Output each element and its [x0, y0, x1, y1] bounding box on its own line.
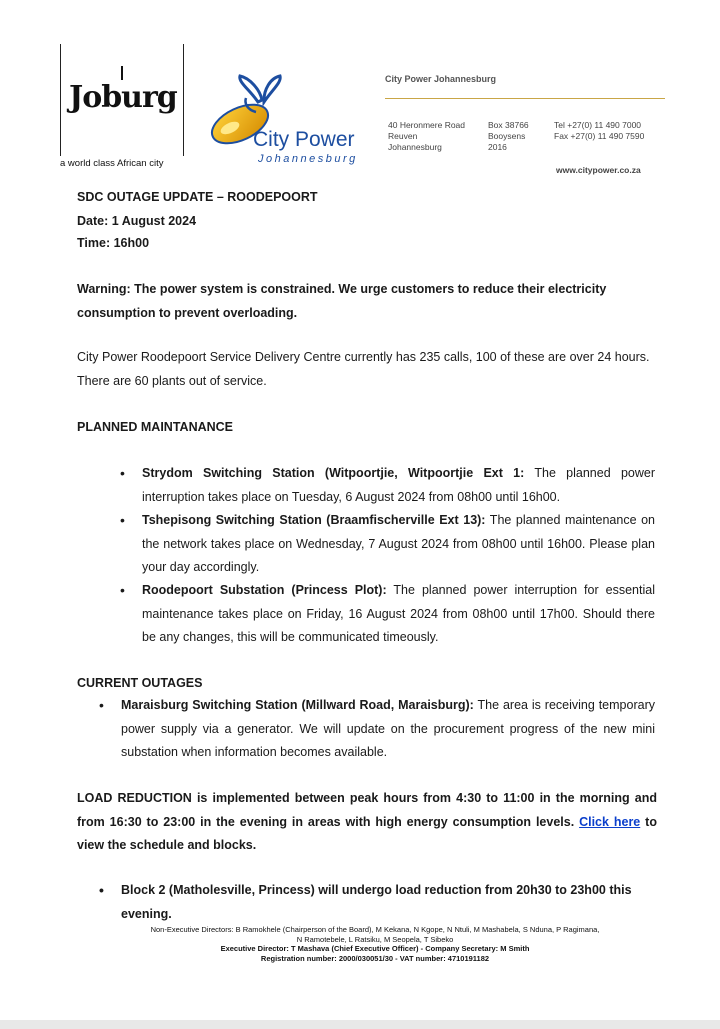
planned-item-text: The planned power interruption takes place on Tuesday, 6 August 2024 from 08h00 until 16h00.	[142, 466, 655, 504]
address-line: Johannesburg	[388, 142, 442, 152]
planned-item-location: Strydom Switching Station (Witpoortjie, Witpoortjie Ext 1:	[142, 466, 525, 480]
load-reduction-text: LOAD REDUCTION is implemented between peak hours from 4:30 to 11:00 in the morning and from 16:30 to 23:00 in the evening in areas with high energy consumption levels.	[77, 791, 657, 829]
planned-maintenance-heading: PLANNED MAINTANANCE	[77, 420, 234, 434]
bullet: •	[99, 697, 104, 713]
outage-item-location: Maraisburg Switching Station (Millward Road, Maraisburg):	[121, 698, 474, 712]
current-outages-heading: CURRENT OUTAGES	[77, 676, 203, 690]
bullet: •	[120, 465, 125, 481]
phone-number: Tel +27(0) 11 490 7000	[554, 120, 642, 130]
footer-line: Executive Director: T Mashava (Chief Executive Officer) - Company Secretary: M Smith	[220, 944, 530, 953]
footer-directors	[95, 925, 655, 963]
document-date: Date: 1 August 2024	[77, 214, 197, 228]
postal-address	[488, 120, 529, 153]
document-time: Time: 16h00	[77, 236, 150, 250]
company-name: City Power Johannesburg	[385, 74, 497, 84]
bullet: •	[120, 582, 125, 598]
address-line: 40 Heronmere Road	[388, 120, 466, 130]
planned-item-text: The planned power interruption for essential maintenance takes place on Friday, 16 August 2024 from 08h00 until 17h00. Should there be any changes, this will be communicated timeously.	[142, 583, 655, 644]
footer-line: Registration number: 2000/030051/30 - VAT number: 4710191182	[260, 953, 490, 963]
joburg-logo	[60, 44, 184, 156]
fax-number: Fax +27(0) 11 490 7590	[554, 131, 645, 141]
joburg-logo-tick	[121, 66, 123, 80]
warning-paragraph: Warning: The power system is constrained. We urge customers to reduce their electricity consumption to prevent overloading.	[77, 282, 607, 320]
address-line: Reuven	[388, 131, 418, 141]
bullet: •	[99, 882, 104, 898]
footer-line: N Ramotebele, L Ratsiku, M Seopela, T Sibeko	[296, 934, 454, 944]
joburg-logo-text: Joburg	[69, 80, 177, 115]
joburg-tagline: a world class African city	[60, 158, 164, 169]
planned-item-text: The planned maintenance on the network takes place on Wednesday, 7 August 2024 from 08h00 until 16h00. Please plan your day accordingly.	[142, 513, 655, 574]
phone-block	[554, 120, 644, 142]
street-address	[388, 120, 465, 153]
planned-item	[120, 462, 655, 509]
planned-item	[120, 509, 655, 580]
planned-item	[120, 579, 655, 650]
postal-line: Box 38766	[488, 120, 529, 130]
planned-item-location: Tshepisong Switching Station (Braamfischerville Ext 13):	[142, 513, 486, 527]
bottom-bar	[0, 1020, 720, 1029]
website-link[interactable]: www.citypower.co.za	[556, 165, 641, 175]
city-power-logo-subtitle: Johannesburg	[258, 153, 358, 165]
header-divider	[385, 98, 665, 99]
outage-item-text: The area is receiving temporary power supply via a generator. We will update on the procurement progress of the new mini substation when information becomes available.	[121, 698, 655, 759]
postal-line: Booysens	[488, 131, 526, 141]
load-reduction-paragraph	[77, 787, 657, 858]
schedule-link[interactable]: Click here	[579, 814, 641, 829]
summary-paragraph: City Power Roodepoort Service Delivery Centre currently has 235 calls, 100 of these are over 24 hours. There are 60 plants out of service.	[77, 350, 650, 388]
city-power-logo-text: City Power	[253, 128, 355, 151]
postal-line: 2016	[488, 142, 507, 152]
load-reduction-tail: to view the schedule and blocks.	[77, 814, 657, 852]
block-item-text: Block 2 (Matholesville, Princess) will undergo load reduction from 20h30 to 23h00 this evening.	[121, 883, 632, 921]
footer-line: Non-Executive Directors: B Ramokhele (Chairperson of the Board), M Kekana, N Kgope, N Ntuli, M Mashabela, S Nduna, P Ragimana,	[150, 925, 600, 934]
outage-item	[99, 694, 655, 765]
document-title: SDC OUTAGE UPDATE – ROODEPOORT	[77, 190, 318, 204]
load-reduction-block-item	[99, 879, 655, 926]
bullet: •	[120, 512, 125, 528]
planned-item-location: Roodepoort Substation (Princess Plot):	[142, 583, 387, 597]
